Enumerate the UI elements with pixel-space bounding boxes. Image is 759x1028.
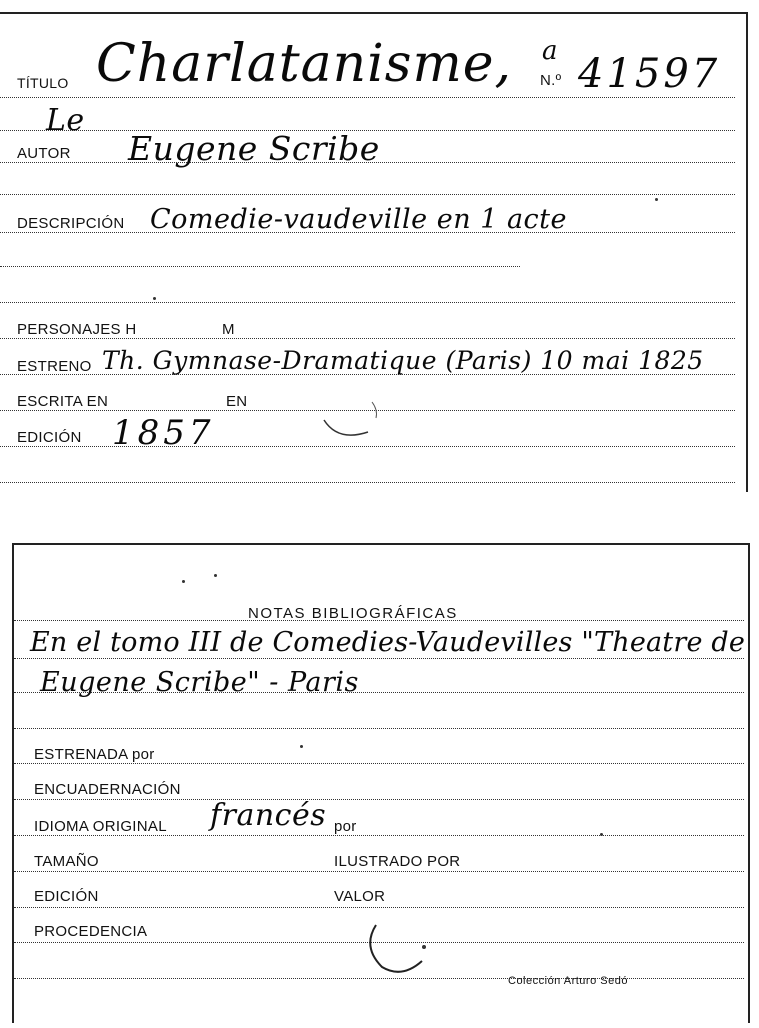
rule-line (14, 907, 744, 908)
descripcion-value: Comedie-vaudeville en 1 acte (150, 204, 567, 235)
label-escrita-en-2: EN (226, 393, 248, 410)
rule-line (14, 835, 744, 836)
rule-line (14, 763, 744, 764)
label-idioma-por: por (334, 818, 357, 835)
label-estreno: ESTRENO (17, 358, 92, 375)
speck (214, 574, 217, 577)
estreno-value: Th. Gymnase-Dramatique (Paris) 10 mai 1825 (102, 346, 704, 375)
label-personajes-m: M (222, 321, 235, 338)
articulo-value: Le (46, 103, 85, 138)
idioma-value: francés (210, 798, 327, 833)
edicion-value: 1857 (112, 413, 215, 453)
label-procedencia: PROCEDENCIA (34, 923, 148, 940)
label-numero: N.º (540, 72, 562, 89)
speck (153, 297, 156, 300)
notas-heading: NOTAS BIBLIOGRÁFICAS (248, 605, 458, 622)
rule-line (14, 658, 744, 659)
rule-line (14, 799, 744, 800)
numero-value: 41597 (578, 51, 721, 97)
rule-line (14, 978, 744, 979)
notes-line-1: En el tomo III de Comedies-Vaudevilles "Theatre de (30, 627, 746, 658)
label-encuadernacion: ENCUADERNACIÓN (34, 781, 181, 798)
numero-superscript: a (542, 36, 559, 66)
rule-line (0, 266, 520, 267)
label-descripcion: DESCRIPCIÓN (17, 215, 125, 232)
rule-line (0, 338, 735, 339)
label-autor: AUTOR (17, 145, 71, 162)
titulo-value: Charlatanisme, (96, 34, 513, 94)
collection-stamp: Colección Arturo Sedó (508, 975, 628, 987)
rule-line (0, 302, 735, 303)
label-ilustrado-por: ILUSTRADO POR (334, 853, 461, 870)
label-edicion-2: EDICIÓN (34, 888, 99, 905)
label-edicion: EDICIÓN (17, 429, 82, 446)
label-titulo: TÍTULO (17, 75, 69, 91)
label-escrita-en: ESCRITA EN (17, 393, 109, 410)
label-estrenada-por: ESTRENADA por (34, 746, 155, 763)
rule-line (0, 97, 735, 98)
label-tamano: TAMAÑO (34, 853, 99, 870)
catalog-card-front (0, 0, 749, 495)
punch-hole-mark (362, 917, 432, 977)
notes-line-2: Eugene Scribe" - Paris (40, 667, 359, 698)
rule-line (14, 871, 744, 872)
label-personajes: PERSONAJES H (17, 321, 137, 338)
punch-hole-mark (318, 392, 382, 442)
speck (600, 833, 603, 836)
autor-value: Eugene Scribe (128, 129, 380, 168)
label-idioma-original: IDIOMA ORIGINAL (34, 818, 167, 835)
rule-line (14, 728, 744, 729)
speck (655, 198, 658, 201)
label-valor: VALOR (334, 888, 386, 905)
rule-line (0, 194, 735, 195)
catalog-card-back (0, 535, 749, 1028)
rule-line (0, 446, 735, 447)
speck (300, 745, 303, 748)
rule-line (0, 482, 735, 483)
speck (182, 580, 185, 583)
